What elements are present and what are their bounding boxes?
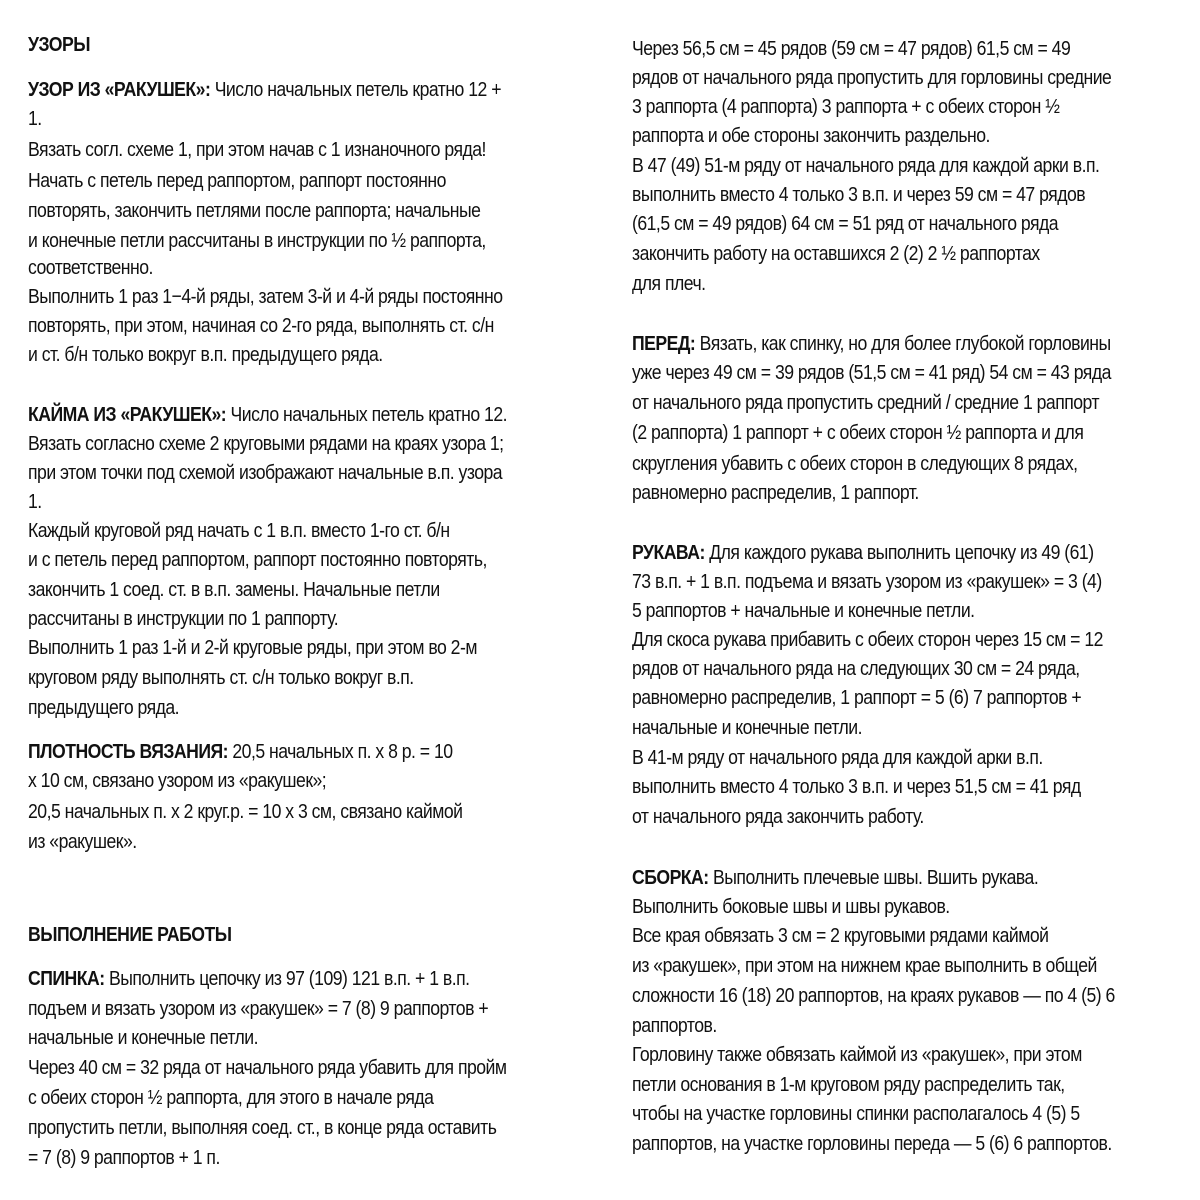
back-line: Через 40 см = 32 ряда от начального ряда убавить для пройм bbox=[28, 1056, 507, 1079]
shell-edging-line: закончить 1 соед. ст. в в.п. замены. Начальные петли bbox=[28, 578, 440, 601]
assembly-label: СБОРКА: bbox=[632, 866, 709, 889]
sleeves-line: рядов от начального ряда на следующих 30 см = 24 ряда, bbox=[632, 657, 1080, 680]
shell-pattern-line: соответственно. bbox=[28, 256, 153, 279]
back-continued-line: закончить работу на оставшихся 2 (2) 2 ½ раппортах bbox=[632, 242, 1040, 265]
shell-pattern-line: повторять, закончить петлями после раппорта; начальные bbox=[28, 199, 481, 222]
assembly-line: чтобы на участке горловины спинки располагалось 4 (5) 5 bbox=[632, 1102, 1080, 1125]
front-line: скругления убавить с обеих сторон в следующих 8 рядах, bbox=[632, 452, 1078, 475]
front-label: ПЕРЕД: bbox=[632, 332, 696, 355]
shell-pattern-line: Вязать согл. схеме 1, при этом начав с 1 изнаночного ряда! bbox=[28, 138, 486, 161]
sleeves-line: Для скоса рукава прибавить с обеих сторон через 15 см = 12 bbox=[632, 628, 1103, 651]
sleeves-line: равномерно распределив, 1 раппорт = 5 (6) 7 раппортов + bbox=[632, 686, 1082, 709]
shell-edging-line: предыдущего ряда. bbox=[28, 696, 180, 719]
sleeves-line: 5 раппортов + начальные и конечные петли. bbox=[632, 599, 975, 622]
shell-edging-label: КАЙМА ИЗ «РАКУШЕК»: bbox=[28, 403, 227, 426]
sleeves-line: В 41-м ряду от начального ряда для каждой арки в.п. bbox=[632, 746, 1043, 769]
assembly-line: раппортов, на участке горловины переда — 5 (6) 6 раппортов. bbox=[632, 1132, 1112, 1155]
front-line: от начального ряда пропустить средний / средние 1 раппорт bbox=[632, 391, 1100, 414]
shell-pattern-line: повторять, при этом, начиная со 2-го ряда, выполнять ст. с/н bbox=[28, 314, 494, 337]
shell-pattern-line: и конечные петли рассчитаны в инструкции по ½ раппорта, bbox=[28, 229, 486, 252]
shell-pattern-line: 1. bbox=[28, 107, 42, 130]
assembly-line: сложности 16 (18) 20 раппортов, на краях рукавов — по 4 (5) 6 bbox=[632, 984, 1115, 1007]
sleeves-line: от начального ряда закончить работу. bbox=[632, 805, 924, 828]
back-line: начальные и конечные петли. bbox=[28, 1026, 258, 1049]
gauge-line: х 10 см, связано узором из «ракушек»; bbox=[28, 769, 327, 792]
shell-pattern-line: Выполнить 1 раз 1−4-й ряды, затем 3-й и 4-й ряды постоянно bbox=[28, 285, 503, 308]
back-label: СПИНКА: bbox=[28, 967, 105, 990]
assembly-line: СБОРКА: Выполнить плечевые швы. Вшить рукава. bbox=[632, 866, 1039, 889]
shell-edging-line: при этом точки под схемой изображают начальные в.п. узора bbox=[28, 461, 503, 484]
sleeves-label: РУКАВА: bbox=[632, 541, 705, 564]
back-line: подъем и вязать узором из «ракушек» = 7 (8) 9 раппортов + bbox=[28, 997, 489, 1020]
gauge-label: ПЛОТНОСТЬ ВЯЗАНИЯ: bbox=[28, 740, 229, 763]
shell-pattern-line: и ст. б/н только вокруг в.п. предыдущего ряда. bbox=[28, 343, 383, 366]
back-continued-line: В 47 (49) 51-м ряду от начального ряда для каждой арки в.п. bbox=[632, 154, 1100, 177]
gauge-line: ПЛОТНОСТЬ ВЯЗАНИЯ: 20,5 начальных п. х 8 р. = 10 bbox=[28, 740, 453, 763]
section-title-patterns: УЗОРЫ bbox=[28, 33, 90, 56]
shell-pattern-line: Начать с петель перед раппортом, раппорт постоянно bbox=[28, 169, 446, 192]
back-continued-line: (61,5 см = 49 рядов) 64 см = 51 ряд от начального ряда bbox=[632, 212, 1059, 235]
assembly-line: Горловину также обвязать каймой из «ракушек», при этом bbox=[632, 1043, 1082, 1066]
shell-edging-line: рассчитаны в инструкции по 1 раппорту. bbox=[28, 607, 339, 630]
back-line: = 7 (8) 9 раппортов + 1 п. bbox=[28, 1146, 220, 1169]
back-continued-line: раппорта и обе стороны закончить раздельно. bbox=[632, 124, 990, 147]
shell-edging-line: Каждый круговой ряд начать с 1 в.п. вместо 1-го ст. б/н bbox=[28, 519, 450, 542]
assembly-line: петли основания в 1-м круговом ряду распределить так, bbox=[632, 1073, 1065, 1096]
shell-pattern-label: УЗОР ИЗ «РАКУШЕК»: bbox=[28, 78, 211, 101]
front-line: равномерно распределив, 1 раппорт. bbox=[632, 481, 919, 504]
assembly-line: раппортов. bbox=[632, 1014, 717, 1037]
front-line: уже через 49 см = 39 рядов (51,5 см = 41 ряд) 54 см = 43 ряда bbox=[632, 361, 1111, 384]
back-continued-line: для плеч. bbox=[632, 272, 706, 295]
shell-edging-line: Вязать согласно схеме 2 круговыми рядами на краях узора 1; bbox=[28, 432, 504, 455]
front-line: ПЕРЕД: Вязать, как спинку, но для более глубокой горловины bbox=[632, 332, 1111, 355]
shell-edging-line: Выполнить 1 раз 1-й и 2-й круговые ряды, при этом во 2-м bbox=[28, 636, 477, 659]
back-line: СПИНКА: Выполнить цепочку из 97 (109) 121 в.п. + 1 в.п. bbox=[28, 967, 470, 990]
work-title: ВЫПОЛНЕНИЕ РАБОТЫ bbox=[28, 923, 232, 946]
assembly-line: Выполнить боковые швы и швы рукавов. bbox=[632, 895, 950, 918]
sleeves-line: 73 в.п. + 1 в.п. подъема и вязать узором из «ракушек» = 3 (4) bbox=[632, 570, 1102, 593]
assembly-line: из «ракушек», при этом на нижнем крае выполнить в общей bbox=[632, 954, 1097, 977]
shell-edging-line: и с петель перед раппортом, раппорт постоянно повторять, bbox=[28, 548, 487, 571]
back-continued-line: выполнить вместо 4 только 3 в.п. и через 59 см = 47 рядов bbox=[632, 183, 1086, 206]
gauge-line: из «ракушек». bbox=[28, 830, 137, 853]
back-continued-line: Через 56,5 см = 45 рядов (59 см = 47 рядов) 61,5 см = 49 bbox=[632, 37, 1071, 60]
back-continued-line: 3 раппорта (4 раппорта) 3 раппорта + с обеих сторон ½ bbox=[632, 95, 1060, 118]
gauge-line: 20,5 начальных п. х 2 круг.р. = 10 х 3 см, связано каймой bbox=[28, 800, 463, 823]
shell-edging-line: КАЙМА ИЗ «РАКУШЕК»: Число начальных петель кратно 12. bbox=[28, 403, 508, 426]
sleeves-line: РУКАВА: Для каждого рукава выполнить цепочку из 49 (61) bbox=[632, 541, 1094, 564]
shell-edging-line: круговом ряду выполнять ст. с/н только вокруг в.п. bbox=[28, 666, 414, 689]
back-line: с обеих сторон ½ раппорта, для этого в начале ряда bbox=[28, 1086, 434, 1109]
sleeves-line: начальные и конечные петли. bbox=[632, 716, 862, 739]
front-line: (2 раппорта) 1 раппорт + с обеих сторон ½ раппорта и для bbox=[632, 421, 1084, 444]
back-line: пропустить петли, выполняя соед. ст., в конце ряда оставить bbox=[28, 1116, 497, 1139]
shell-edging-line: 1. bbox=[28, 490, 42, 513]
back-continued-line: рядов от начального ряда пропустить для горловины средние bbox=[632, 66, 1112, 89]
sleeves-line: выполнить вместо 4 только 3 в.п. и через 51,5 см = 41 ряд bbox=[632, 775, 1081, 798]
shell-pattern-line: УЗОР ИЗ «РАКУШЕК»: Число начальных петель кратно 12 + bbox=[28, 78, 501, 101]
assembly-line: Все края обвязать 3 см = 2 круговыми рядами каймой bbox=[632, 924, 1049, 947]
